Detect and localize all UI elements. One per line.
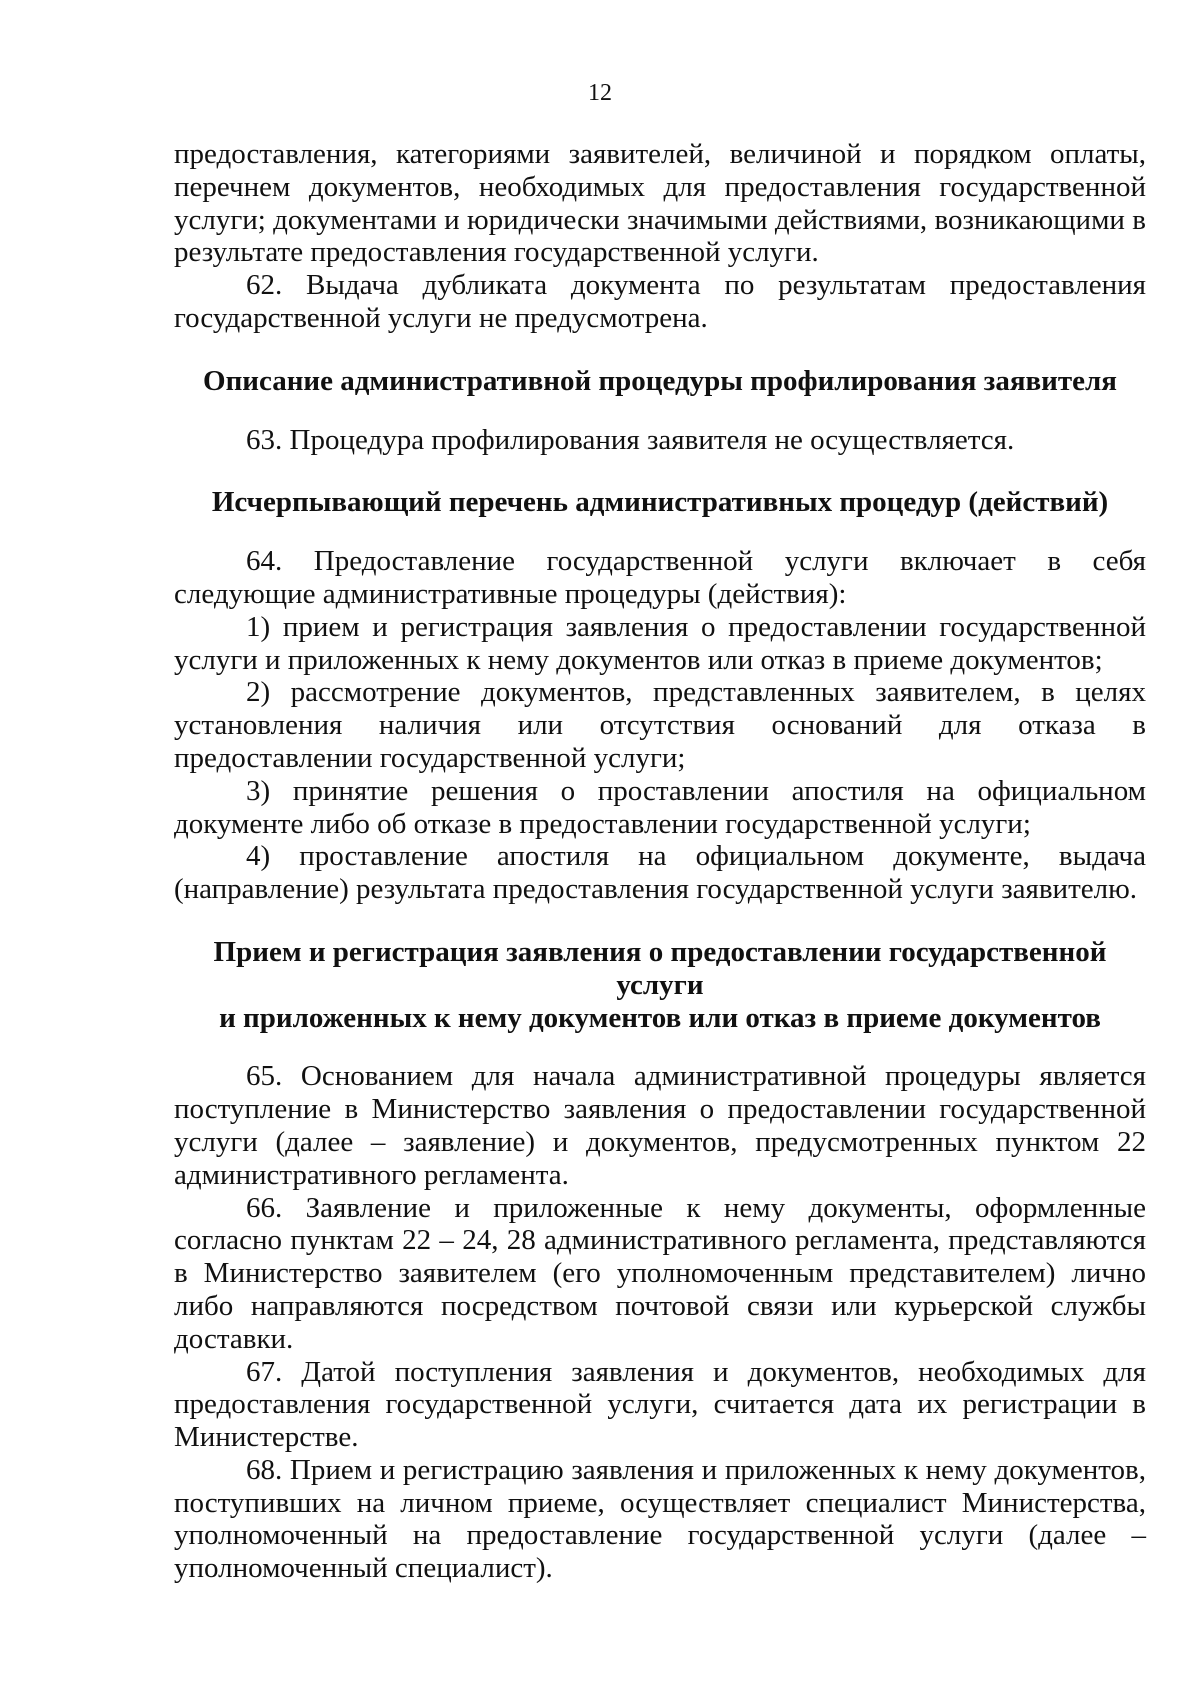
paragraph-64: 64. Предоставление государственной услуги включает в себя следующие административные процедуры (действия): xyxy=(174,545,1146,610)
heading-profiling: Описание административной процедуры профилирования заявителя xyxy=(203,364,1117,397)
page-number: 12 xyxy=(588,80,612,106)
heading-reception-line-1: Прием и регистрация заявления о предоставлении государственной услуги xyxy=(213,935,1107,1001)
paragraph-65: 65. Основанием для начала административной процедуры является поступление в Министерство заявления о предоставлении государственной услуги (далее – заявление) и документов, предусмотренных пунктом 22 административного регламента. xyxy=(174,1060,1146,1191)
paragraph-68: 68. Прием и регистрацию заявления и приложенных к нему документов, поступивших на личном приеме, осуществляет специалист Министерства, уполномоченный на предоставление государственной услуги (далее – уполномоченный специалист). xyxy=(174,1453,1146,1585)
document-body xyxy=(174,138,1146,1585)
heading-reception xyxy=(174,936,1146,1034)
list-item-2: 2) рассмотрение документов, представленных заявителем, в целях установления наличия или отсутствия оснований для отказа в предоставлении государственной услуги; xyxy=(174,676,1146,774)
heading-reception-line-2: и приложенных к нему документов или отказ в приеме документов xyxy=(219,1001,1101,1034)
list-item-3: 3) принятие решения о проставлении апостиля на официальном документе либо об отказе в предоставлении государственной услуги; xyxy=(174,774,1146,840)
list-item-4: 4) проставление апостиля на официальном документе, выдача (направление) результата предоставления государственной услуги заявителю. xyxy=(174,840,1146,906)
paragraph-66: 66. Заявление и приложенные к нему документы, оформленные согласно пунктам 22 – 24, 28 административного регламента, представляются в Министерство заявителем (его уполномоченным представителем) лично либо направляются посредством почтовой связи или курьерской службы доставки. xyxy=(174,1191,1146,1355)
paragraph-67: 67. Датой поступления заявления и документов, необходимых для предоставления государственной услуги, считается дата их регистрации в Министерстве. xyxy=(174,1355,1146,1454)
paragraph-62: 62. Выдача дубликата документа по результатам предоставления государственной услуги не предусмотрена. xyxy=(174,269,1146,334)
paragraph-63: 63. Процедура профилирования заявителя не осуществляется. xyxy=(246,423,1015,456)
list-item-1: 1) прием и регистрация заявления о предоставлении государственной услуги и приложенных к нему документов или отказ в приеме документов; xyxy=(174,610,1146,676)
heading-procedures-list: Исчерпывающий перечень административных процедур (действий) xyxy=(211,486,1109,519)
paragraph-continued: предоставления, категориями заявителей, величиной и порядком оплаты, перечнем документов, необходимых для предоставления государственной услуги; документами и юридически значимыми действиями, возникающими в результате предоставления государственной услуги. xyxy=(174,138,1146,269)
